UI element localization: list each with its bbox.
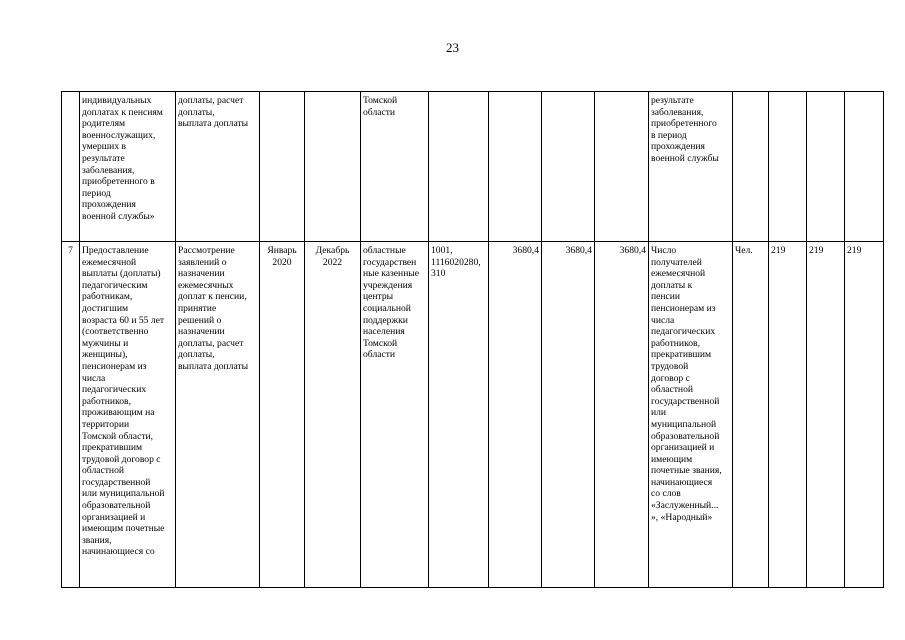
cell-executor: областные государствен ные казенные учреждения центры социальной поддержки населения Томской области	[361, 242, 429, 588]
program-measures-table	[61, 91, 884, 588]
cell-executor: Томской области	[361, 92, 429, 242]
cell-budget-code	[429, 92, 489, 242]
cell-plan-3: 219	[845, 242, 884, 588]
cell-plan-1: 219	[769, 242, 807, 588]
cell-start-date: Январь 2020	[260, 242, 305, 588]
cell-indicator: Число получателей ежемесячной доплаты к пенсии пенсионерам из числа педагогических работников, прекратившим трудовой договор с областной государственной или муниципальной образовательной организацией и имеющим почетные звания, начинающиеся со слов «Заслуженный... », «Народный»	[649, 242, 733, 588]
cell-number	[62, 92, 80, 242]
cell-amount-3: 3680,4	[595, 242, 649, 588]
cell-plan-3	[845, 92, 884, 242]
cell-unit: Чел.	[733, 242, 769, 588]
cell-plan-2	[807, 92, 845, 242]
table-row	[62, 92, 884, 242]
cell-amount-1	[489, 92, 542, 242]
cell-amount-3	[595, 92, 649, 242]
cell-unit	[733, 92, 769, 242]
cell-description: доплаты, расчет доплаты, выплата доплаты	[176, 92, 260, 242]
cell-amount-2	[542, 92, 595, 242]
cell-plan-2: 219	[807, 242, 845, 588]
table-row	[62, 242, 884, 588]
cell-amount-1: 3680,4	[489, 242, 542, 588]
cell-budget-code: 1001, 1116020280, 310	[429, 242, 489, 588]
cell-end-date	[305, 92, 361, 242]
cell-measure-name: Предоставление ежемесячной выплаты (доплаты) педагогическим работникам, достигшим возраста 60 и 55 лет (соответственно мужчины и женщины), пенсионерам из числа педагогических работников, проживающим на территории Томской области, прекратившим трудовой договор с областной государственной или муниципальной образовательной организацией и имеющим почетные звания, начинающиеся со	[80, 242, 176, 588]
cell-indicator: результате заболевания, приобретенного в период прохождения военной службы	[649, 92, 733, 242]
cell-amount-2: 3680,4	[542, 242, 595, 588]
page-number: 23	[446, 40, 459, 55]
cell-start-date	[260, 92, 305, 242]
cell-end-date: Декабрь 2022	[305, 242, 361, 588]
cell-plan-1	[769, 92, 807, 242]
cell-measure-name: индивидуальных доплатах к пенсиям родителям военнослужащих, умерших в результате заболевания, приобретенного в период прохождения военной службы»	[80, 92, 176, 242]
cell-number: 7	[62, 242, 80, 588]
cell-description: Рассмотрение заявлений о назначении ежемесячных доплат к пенсии, принятие решений о назначении доплаты, расчет доплаты, выплата доплаты	[176, 242, 260, 588]
